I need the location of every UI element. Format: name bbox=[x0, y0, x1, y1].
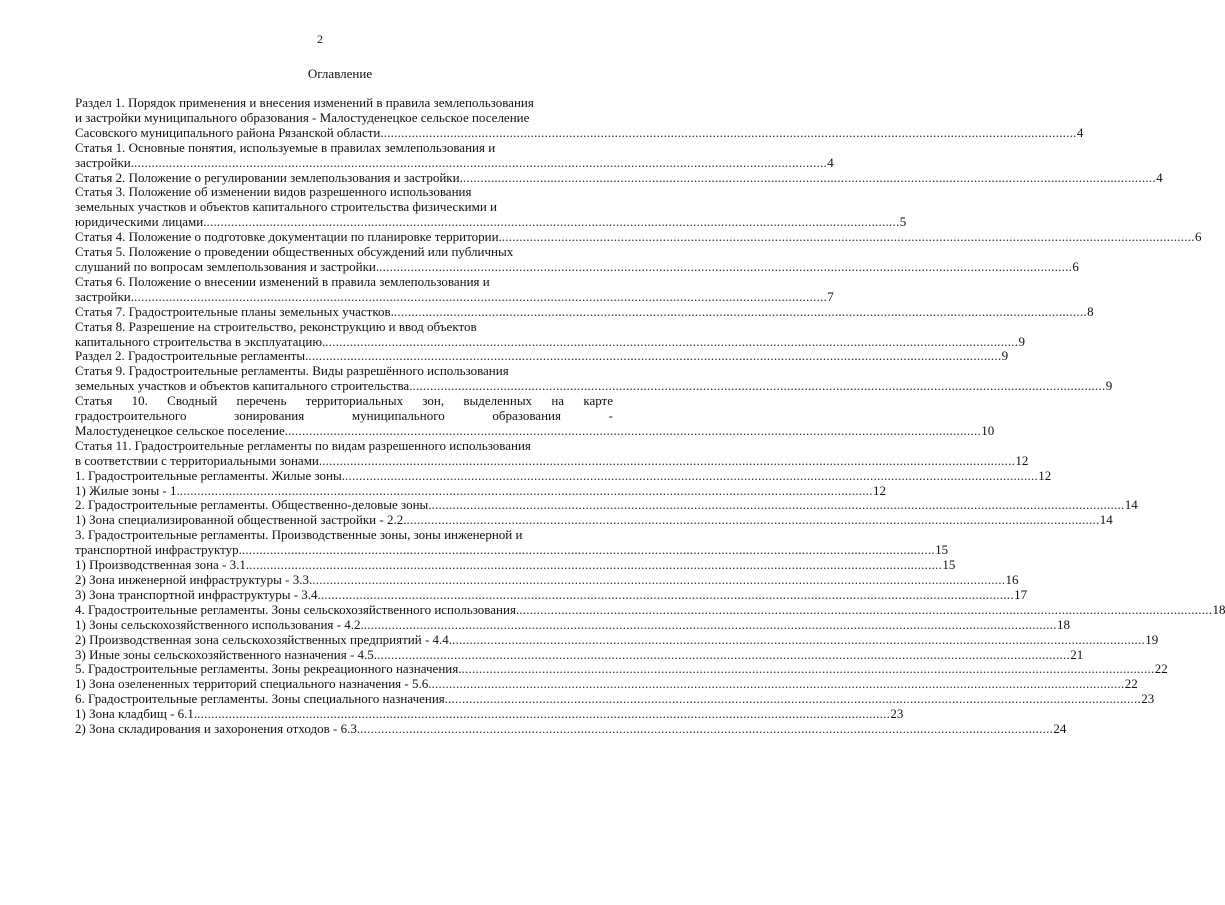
toc-entry[interactable] bbox=[75, 601, 1225, 618]
toc-page-number: 12 bbox=[1015, 452, 1029, 468]
toc-entry-text: Статья 4. Положение о подготовке документации по планировке территории. bbox=[75, 229, 502, 245]
toc-title: Оглавление bbox=[307, 66, 373, 81]
toc-entry-text: 1) Зона озелененных территорий специального назначения - 5.6. bbox=[75, 676, 432, 692]
toc-entry[interactable] bbox=[75, 169, 1163, 186]
dot-leader bbox=[134, 290, 825, 305]
toc-page-number: 4 bbox=[827, 154, 834, 170]
toc-entry[interactable] bbox=[75, 184, 907, 230]
dot-leader bbox=[308, 349, 999, 364]
toc-entry-text: застройки. bbox=[75, 154, 134, 170]
dot-leader bbox=[206, 215, 897, 230]
toc-entry-text: 1) Производственная зона - 3.1. bbox=[75, 557, 250, 573]
dot-leader bbox=[312, 573, 1003, 588]
toc-entry[interactable] bbox=[75, 691, 1155, 707]
toc-entry-text: 5. Градостроительные регламенты. Зоны рекреационного назначения. bbox=[75, 661, 462, 677]
table-of-contents bbox=[75, 95, 1225, 737]
dot-leader bbox=[461, 662, 1152, 677]
toc-entry-text: Раздел 1. Порядок применения и внесения изменений в правила землепользования bbox=[75, 95, 534, 110]
toc-entry-text: 1) Зона кладбищ - 6.1. bbox=[75, 706, 198, 722]
dot-leader bbox=[463, 171, 1154, 186]
toc-entry-text: юридическими лицами. bbox=[75, 214, 207, 230]
toc-page-number: 15 bbox=[942, 557, 956, 573]
dot-leader bbox=[519, 603, 1210, 618]
toc-entry-text: Статья 7. Градостроительные планы земельных участков. bbox=[75, 303, 394, 319]
dot-leader bbox=[406, 513, 1097, 528]
toc-page-number: 10 bbox=[981, 422, 995, 438]
toc-entry[interactable] bbox=[75, 557, 956, 573]
toc-entry-text: 1. Градостроительные регламенты. Жилые зоны. bbox=[75, 467, 345, 483]
toc-entry[interactable] bbox=[75, 527, 949, 558]
toc-entry-text: Статья 6. Положение о внесении изменений в правила землепользования и bbox=[75, 273, 490, 289]
toc-entry-text: 3. Градостроительные регламенты. Производственные зоны, зоны инженерной и bbox=[75, 527, 523, 543]
toc-entry-text: земельных участков и объектов капитального строительства. bbox=[75, 378, 413, 394]
toc-entry-text: 1) Зона специализированной общественной застройки - 2.2. bbox=[75, 512, 407, 528]
toc-entry[interactable] bbox=[75, 139, 834, 171]
toc-page-number: 12 bbox=[873, 482, 887, 498]
toc-entry[interactable] bbox=[75, 244, 1079, 275]
toc-page-number: 6 bbox=[1195, 229, 1202, 245]
toc-entry[interactable] bbox=[75, 467, 1052, 484]
dot-leader bbox=[321, 588, 1012, 603]
dot-leader bbox=[364, 618, 1055, 633]
toc-page-number: 23 bbox=[890, 706, 904, 722]
toc-entry-text: земельных участков и объектов капитального строительства физическими и bbox=[75, 199, 497, 215]
toc-entry-text: Малостуденецкое сельское поселение. bbox=[75, 422, 289, 438]
toc-entry-text: Статья 2. Положение о регулировании землепользования и застройки. bbox=[75, 169, 463, 185]
toc-page-number: 22 bbox=[1154, 661, 1168, 677]
toc-page-number: 23 bbox=[1141, 691, 1155, 707]
toc-page-number: 4 bbox=[1076, 124, 1084, 140]
toc-entry-text: в соответствии с территориальными зонами. bbox=[75, 452, 323, 468]
dot-leader bbox=[325, 335, 1016, 350]
dot-leader bbox=[379, 260, 1070, 275]
toc-page-number: 7 bbox=[827, 288, 834, 304]
toc-entry[interactable] bbox=[75, 497, 1138, 513]
toc-entry-text: Раздел 2. Градостроительные регламенты. bbox=[75, 348, 309, 364]
toc-page-number: 24 bbox=[1053, 721, 1067, 737]
toc-entry[interactable] bbox=[75, 646, 1084, 663]
toc-page-number: 8 bbox=[1087, 303, 1094, 319]
dot-leader bbox=[412, 379, 1103, 394]
toc-entry-text: 3) Иные зоны сельскохозяйственного назначения - 4.5. bbox=[75, 646, 378, 662]
toc-entry[interactable] bbox=[75, 95, 1084, 141]
page-number: 2 bbox=[317, 32, 323, 46]
toc-entry-text: слушаний по вопросам землепользования и застройки. bbox=[75, 258, 380, 274]
dot-leader bbox=[502, 230, 1193, 245]
toc-entry-text: 1) Зоны сельскохозяйственного использования - 4.2. bbox=[75, 616, 364, 632]
toc-entry-text: транспортной инфраструктур. bbox=[75, 542, 242, 558]
dot-leader bbox=[345, 469, 1036, 484]
toc-entry-text: Статья 5. Положение о проведении общественных обсуждений или публичных bbox=[75, 244, 514, 260]
toc-page-number: 14 bbox=[1099, 512, 1113, 528]
toc-page-number: 19 bbox=[1145, 631, 1159, 647]
toc-entry[interactable] bbox=[75, 318, 1026, 350]
toc-page-number: 15 bbox=[935, 542, 949, 558]
toc-entry-text: Статья 10. Сводный перечень территориальных зон, выделенных на карте bbox=[75, 393, 613, 409]
toc-entry[interactable] bbox=[75, 572, 1019, 588]
dot-leader bbox=[180, 484, 871, 499]
toc-entry[interactable] bbox=[75, 482, 887, 499]
toc-page-number: 18 bbox=[1056, 616, 1070, 632]
dot-leader bbox=[322, 454, 1013, 469]
toc-entry-text: 1) Жилые зоны - 1. bbox=[75, 482, 180, 498]
dot-leader bbox=[360, 722, 1051, 737]
toc-entry-text: 2. Градостроительные регламенты. Общественно-деловые зоны. bbox=[75, 497, 432, 513]
toc-entry[interactable] bbox=[75, 706, 904, 722]
toc-entry[interactable] bbox=[75, 273, 834, 305]
toc-entry-text: 2) Зона инженерной инфраструктуры - 3.3. bbox=[75, 572, 313, 587]
toc-entry[interactable] bbox=[75, 721, 1067, 737]
toc-entry-text: Статья 1. Основные понятия, используемые в правилах землепользования и bbox=[75, 139, 496, 155]
toc-page-number: 12 bbox=[1038, 467, 1052, 483]
toc-entry[interactable] bbox=[75, 363, 1113, 394]
dot-leader bbox=[432, 498, 1123, 513]
toc-entry-text: капитального строительства в эксплуатацию. bbox=[75, 333, 326, 349]
toc-page-number: 14 bbox=[1124, 497, 1138, 513]
toc-entry[interactable] bbox=[75, 616, 1070, 633]
toc-entry[interactable] bbox=[75, 393, 995, 439]
dot-leader bbox=[249, 558, 940, 573]
toc-page-number: 5 bbox=[899, 214, 907, 230]
toc-entry[interactable] bbox=[75, 303, 1094, 320]
toc-page-number: 9 bbox=[1105, 378, 1113, 394]
toc-entry-text: 4. Градостроительные регламенты. Зоны сельскохозяйственного использования. bbox=[75, 601, 520, 617]
toc-page-number: 22 bbox=[1124, 676, 1138, 692]
toc-page-number: 16 bbox=[1005, 572, 1019, 587]
toc-entry[interactable] bbox=[75, 676, 1138, 692]
toc-entry-text: 3) Зона транспортной инфраструктуры - 3.4. bbox=[75, 586, 321, 602]
toc-entry[interactable] bbox=[75, 229, 1202, 245]
toc-entry-text: Статья 8. Разрешение на строительство, реконструкцию и ввод объектов bbox=[75, 318, 477, 334]
toc-entry-text: 2) Зона складирования и захоронения отходов - 6.3. bbox=[75, 721, 361, 737]
toc-entry[interactable] bbox=[75, 512, 1113, 528]
dot-leader bbox=[377, 648, 1068, 663]
toc-page-number: 4 bbox=[1156, 169, 1163, 185]
toc-entry-text: 2) Производственная зона сельскохозяйственных предприятий - 4.4. bbox=[75, 631, 453, 647]
toc-entry[interactable] bbox=[75, 661, 1168, 677]
toc-entry-text: и застройки муниципального образования - Малостуденецкое сельское поселение bbox=[75, 109, 530, 125]
toc-page-number: 9 bbox=[1018, 333, 1026, 349]
toc-page-number: 21 bbox=[1070, 646, 1084, 662]
dot-leader bbox=[384, 126, 1075, 141]
dot-leader bbox=[197, 707, 888, 722]
dot-leader bbox=[394, 305, 1085, 320]
toc-entry[interactable] bbox=[75, 437, 1029, 469]
dot-leader bbox=[134, 156, 825, 171]
dot-leader bbox=[431, 677, 1122, 692]
toc-entry-text: Статья 3. Положение об изменении видов разрешенного использования bbox=[75, 184, 472, 200]
dot-leader bbox=[452, 633, 1143, 648]
toc-entry-text: Статья 9. Градостроительные регламенты. Виды разрешённого использования bbox=[75, 363, 509, 379]
toc-page-number: 18 bbox=[1212, 601, 1225, 617]
toc-entry[interactable] bbox=[75, 586, 1028, 603]
toc-entry-text: градостроительного зонирования муниципального образования - bbox=[75, 408, 613, 424]
dot-leader bbox=[448, 692, 1139, 707]
toc-entry-text: Статья 11. Градостроительные регламенты по видам разрешенного использования bbox=[75, 437, 531, 453]
toc-entry[interactable] bbox=[75, 348, 1009, 364]
toc-page-number: 6 bbox=[1072, 258, 1079, 274]
toc-entry[interactable] bbox=[75, 631, 1159, 648]
toc-entry-text: Сасовского муниципального района Рязанской области. bbox=[75, 124, 384, 140]
toc-entry-text: застройки. bbox=[75, 288, 134, 304]
toc-page-number: 17 bbox=[1014, 586, 1028, 602]
dot-leader bbox=[242, 543, 933, 558]
toc-page-number: 9 bbox=[1001, 348, 1009, 364]
dot-leader bbox=[288, 424, 979, 439]
toc-entry-text: 6. Градостроительные регламенты. Зоны специального назначения. bbox=[75, 691, 449, 707]
